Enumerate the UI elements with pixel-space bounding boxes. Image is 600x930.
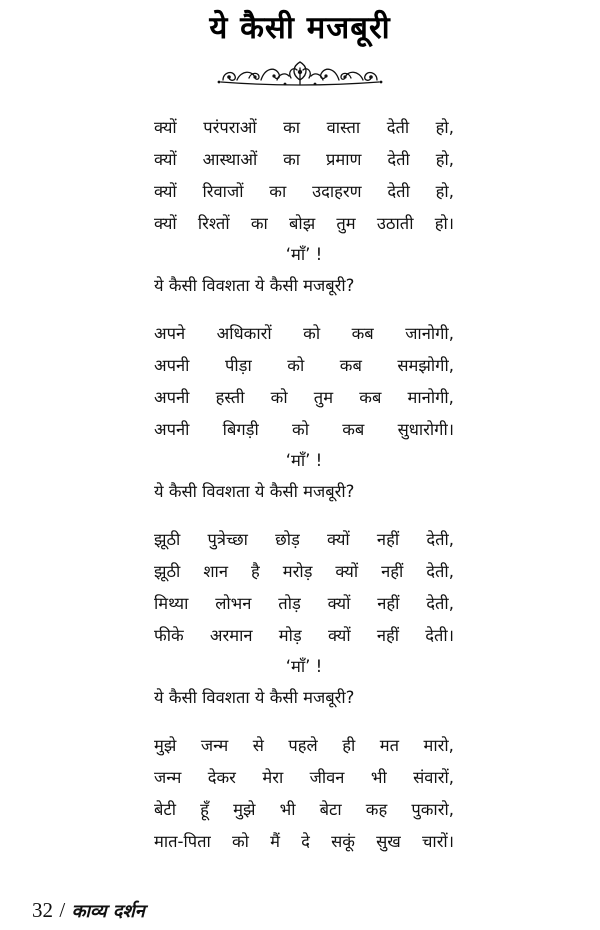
poem-word: को — [270, 388, 288, 407]
poem-word: नहीं — [376, 626, 400, 645]
poem-word: देकर — [207, 768, 236, 787]
poem-word: नहीं — [376, 530, 400, 549]
stanza — [154, 112, 454, 302]
poem-word: पीड़ा — [224, 356, 252, 375]
poem-word: बेटी — [154, 800, 177, 819]
poem-word: अपनी — [154, 420, 190, 439]
poem-word: देती — [387, 150, 410, 169]
poem-word: कब — [359, 388, 382, 407]
poem-word: चारों। — [421, 832, 454, 851]
poem-word: तुम — [313, 388, 334, 407]
page-footer — [32, 898, 145, 924]
poem-word: फीके — [154, 626, 184, 645]
poem-word: को — [303, 324, 321, 343]
poem-word: हो, — [435, 118, 454, 137]
poem-word: मुझे — [154, 736, 177, 755]
poem-word: सकूं — [331, 832, 355, 851]
poem-word: को — [287, 356, 305, 375]
poem-word: मिथ्या — [154, 594, 189, 613]
poem-word: देती, — [426, 594, 454, 613]
poem-word: क्यों — [154, 182, 177, 201]
refrain-line: ये कैसी विवशता ये कैसी मजबूरी? — [154, 276, 355, 295]
poem-word: जन्म — [154, 768, 182, 787]
poem-word: जीवन — [309, 768, 345, 787]
poem-word: लोभन — [215, 594, 252, 613]
poem-word: देती — [387, 182, 410, 201]
refrain-call: ‘माँ’ ! — [285, 451, 323, 470]
poem-word: क्यों — [327, 626, 351, 645]
poem-word: पुकारो, — [411, 800, 454, 819]
poem-word: रिश्तों — [197, 214, 230, 233]
poem-word: हो, — [435, 150, 454, 169]
poem-line — [154, 826, 454, 858]
poem-word: छोड़ — [275, 530, 300, 549]
poem-word: क्यों — [327, 594, 351, 613]
poem-word: से — [252, 736, 264, 755]
poem-word: का — [250, 214, 268, 233]
poem-word: मानोगी, — [407, 388, 454, 407]
poem-line — [154, 556, 454, 588]
poem-word: को — [292, 420, 309, 439]
poem-word: मत — [379, 736, 400, 755]
poem-word: भी — [370, 768, 387, 787]
poem-word: का — [269, 182, 287, 201]
poem-word: मोड़ — [278, 626, 302, 645]
poem-word: मैं — [270, 832, 280, 851]
poem-word: वास्ता — [326, 118, 361, 137]
poem-word: मरोड़ — [282, 562, 313, 581]
poem-word: नहीं — [377, 594, 400, 613]
poem-word: को — [232, 832, 249, 851]
poem-line — [154, 144, 454, 176]
poem-word: ही — [342, 736, 356, 755]
poem-word: अरमान — [209, 626, 253, 645]
poem-word: देती, — [426, 530, 454, 549]
decorative-flourish-icon — [215, 58, 385, 92]
poem-word: मात-पिता — [154, 832, 211, 851]
poem-word: पहले — [288, 736, 318, 755]
poem-word: प्रमाण — [325, 150, 362, 169]
poem-word: अपने — [154, 324, 186, 343]
poem-word: का — [283, 150, 301, 169]
poem-word: पुत्रेच्छा — [207, 530, 248, 549]
poem-word: हो, — [435, 182, 454, 201]
poem-word: बेटा — [319, 800, 342, 819]
poem-body — [154, 112, 454, 858]
poem-word: बोझ — [289, 214, 316, 233]
poem-word: क्यों — [327, 530, 350, 549]
poem-word: परंपराओं — [203, 118, 257, 137]
poem-word: मारो, — [423, 736, 454, 755]
poem-word: शान — [203, 562, 228, 581]
page-number: 32 — [32, 898, 53, 922]
stanza — [154, 524, 454, 714]
poem-word: देती। — [425, 626, 454, 645]
poem-word: रिवाजों — [202, 182, 244, 201]
refrain-call: ‘माँ’ ! — [285, 245, 323, 264]
poem-word: का — [283, 118, 301, 137]
poem-line — [154, 208, 454, 240]
poem-word: कब — [351, 324, 374, 343]
poem-line — [154, 588, 454, 620]
poem-word: नहीं — [381, 562, 404, 581]
poem-word: कह — [365, 800, 388, 819]
poem-line — [154, 730, 454, 762]
poem-word: समझोगी, — [397, 356, 454, 375]
footer-separator: / — [59, 898, 66, 922]
poem-word: हूँ — [200, 800, 209, 819]
poem-line — [154, 176, 454, 208]
poem-word: झूठी — [154, 562, 181, 581]
poem-word: अपनी — [154, 388, 190, 407]
poem-word: क्यों — [154, 214, 177, 233]
poem-line — [154, 762, 454, 794]
poem-word: तुम — [336, 214, 356, 233]
poem-word: देती — [386, 118, 410, 137]
poem-word: हस्ती — [215, 388, 245, 407]
poem-line — [154, 414, 454, 446]
refrain-call: ‘माँ’ ! — [285, 657, 323, 676]
poem-word: क्यों — [154, 150, 177, 169]
poem-word: मेरा — [262, 768, 284, 787]
refrain-line: ये कैसी विवशता ये कैसी मजबूरी? — [154, 482, 355, 501]
poem-line — [154, 318, 454, 350]
poem-word: कब — [339, 356, 362, 375]
poem-word: सुख — [376, 832, 401, 851]
poem-word: भी — [279, 800, 296, 819]
poem-title: ये कैसी मजबूरी — [209, 10, 391, 46]
poem-word: कब — [342, 420, 365, 439]
poem-word: क्यों — [154, 118, 177, 137]
poem-word: संवारों, — [413, 768, 454, 787]
stanza — [154, 318, 454, 508]
poem-word: सुधारोगी। — [397, 420, 454, 439]
poem-word: दे — [301, 832, 310, 851]
poem-word: क्यों — [335, 562, 359, 581]
book-title: काव्य दर्शन — [71, 901, 145, 922]
poem-word: अपनी — [154, 356, 190, 375]
poem-word: उठाती — [376, 214, 414, 233]
poem-line — [154, 620, 454, 652]
poem-line — [154, 350, 454, 382]
poem-word: हो। — [434, 214, 454, 233]
poem-word: अधिकारों — [216, 324, 272, 343]
poem-word: जानोगी, — [405, 324, 454, 343]
poem-word: आस्थाओं — [202, 150, 258, 169]
poem-word: उदाहरण — [312, 182, 362, 201]
poem-word: है — [250, 562, 260, 581]
refrain-line: ये कैसी विवशता ये कैसी मजबूरी? — [154, 688, 355, 707]
stanza — [154, 730, 454, 858]
poem-line — [154, 524, 454, 556]
poem-word: झूठी — [154, 530, 181, 549]
poem-word: तोड़ — [278, 594, 301, 613]
poem-word: मुझे — [233, 800, 256, 819]
poem-line — [154, 382, 454, 414]
poem-line — [154, 794, 454, 826]
poem-word: बिगड़ी — [222, 420, 259, 439]
poem-line — [154, 112, 454, 144]
poem-word: जन्म — [200, 736, 229, 755]
poem-word: देती, — [426, 562, 454, 581]
